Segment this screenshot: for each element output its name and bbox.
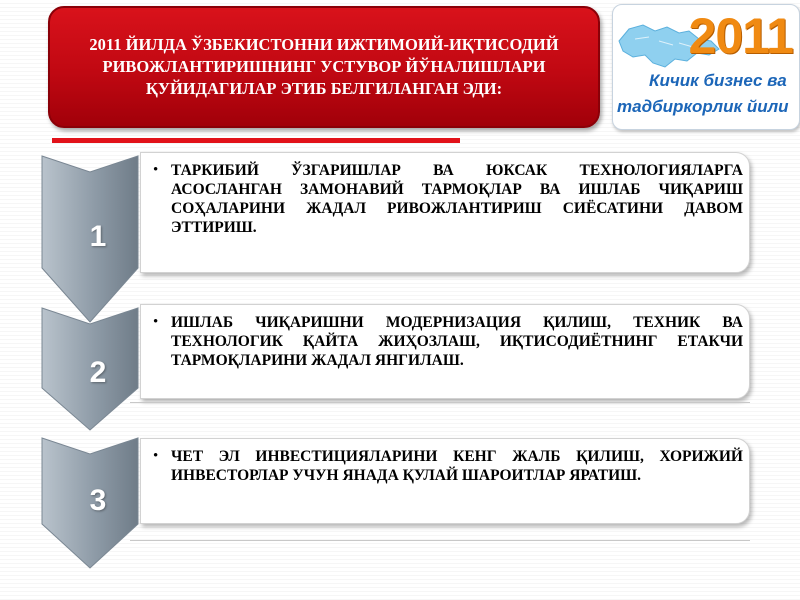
logo-year: 2011: [688, 8, 793, 64]
title-banner: [48, 6, 600, 128]
priority-text: ЧЕТ ЭЛ ИНВЕСТИЦИЯЛАРИНИ КЕНГ ЖАЛБ ҚИЛИШ, ХОРИЖИЙ ИНВЕСТОРЛАР УЧУН ЯНАДА ҚУЛАЙ ШАРОИТЛАР ЯРАТИШ.: [171, 448, 743, 484]
logo-caption-line1: Кичик бизнес ва: [649, 71, 787, 90]
priority-text: ТАРКИБИЙ ЎЗГАРИШЛАР ВА ЮКСАК ТЕХНОЛОГИЯЛАРГА АСОСЛАНГАН ЗАМОНАВИЙ ТАРМОҚЛАР ВА ИШЛАБ ЧИҚАРИШ СОҲАЛАРИНИ ЖАДАЛ РИВОЖЛАНТИРИШ СИЁСАТИНИ ДАВОМ ЭТТИРИШ.: [171, 162, 743, 236]
red-divider: [52, 138, 460, 143]
logo-caption-line2: тадбиркорлик йили: [617, 97, 789, 116]
bullet-mark: •: [153, 162, 159, 178]
divider-line: [130, 540, 750, 541]
divider-line: [130, 402, 750, 403]
step-number: 2: [89, 356, 107, 389]
priority-row-2: [0, 302, 800, 432]
step-number: 3: [89, 484, 107, 517]
priority-row-1: [0, 150, 800, 325]
priority-card: [140, 438, 750, 524]
priority-card: [140, 304, 750, 399]
priority-text: ИШЛАБ ЧИҚАРИШНИ МОДЕРНИЗАЦИЯ ҚИЛИШ, ТЕХНИК ВА ТЕХНОЛОГИК ҚАЙТА ЖИҲОЗЛАШ, ИҚТИСОДИЁТНИНГ ЕТАКЧИ ТАРМОҚЛАРИНИ ЖАДАЛ ЯНГИЛАШ.: [171, 314, 743, 369]
priority-row-3: [0, 432, 800, 572]
step-number: 1: [89, 220, 107, 253]
priority-card: [140, 152, 750, 273]
bullet-mark: •: [153, 314, 159, 330]
slide-title: 2011 ЙИЛДА ЎЗБЕКИСТОННИ ИЖТИМОИЙ-ИҚТИСОДИЙ РИВОЖЛАНТИРИШНИНГ УСТУВОР ЙЎНАЛИШЛАРИ ҚУЙИДАГИЛАР ЭТИБ БЕЛГИЛАНГАН ЭДИ:: [89, 35, 559, 98]
bullet-mark: •: [153, 448, 159, 464]
year-logo: [612, 4, 800, 130]
